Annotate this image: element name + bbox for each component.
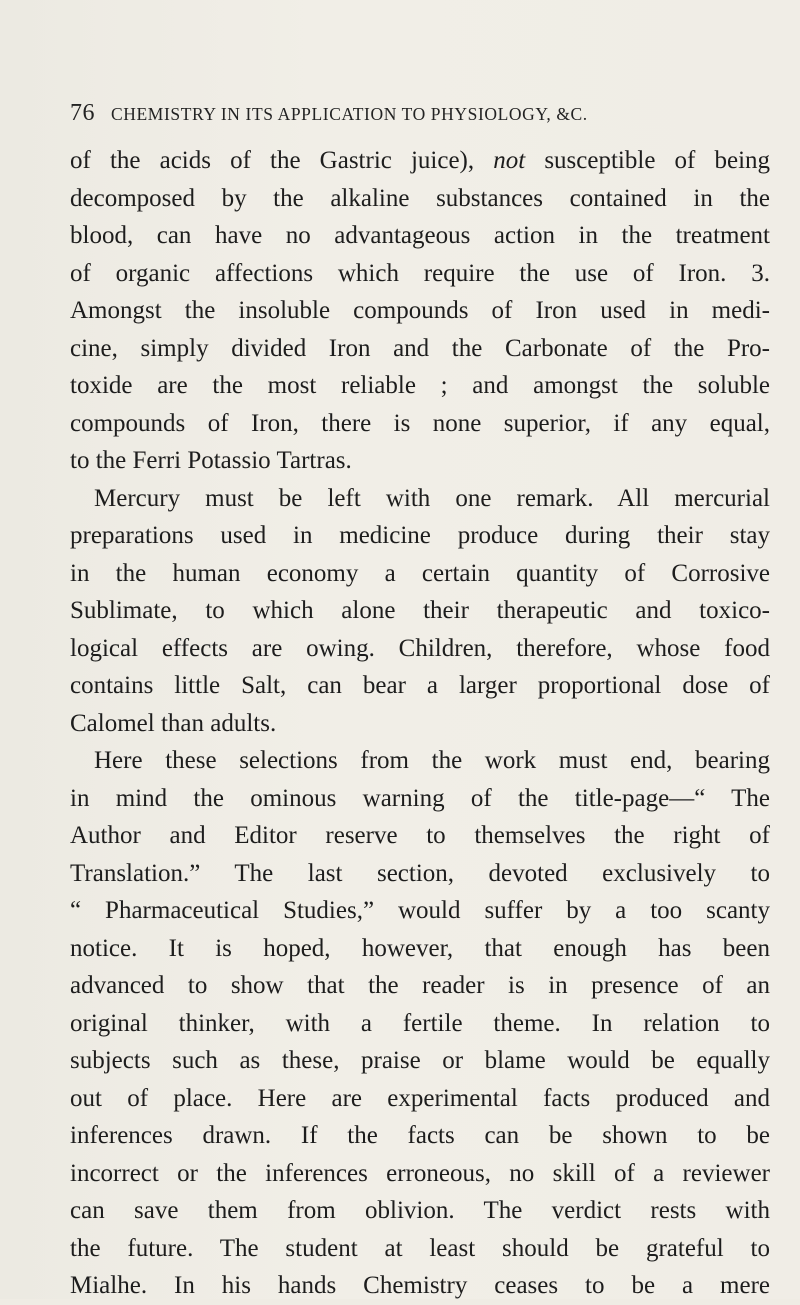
text-line: [70, 630, 770, 668]
text-line: [70, 292, 770, 330]
text-segment: “ Pharmaceutical Studies,” would suffer by a too scanty: [70, 897, 770, 924]
text-line: [70, 1117, 770, 1155]
text-segment: Here these selections from the work must end, bearing: [94, 747, 770, 774]
text-line: [70, 517, 770, 555]
page-number: 76: [70, 100, 95, 126]
text-line: [70, 180, 770, 218]
text-line: [70, 817, 770, 855]
paragraph: [70, 142, 770, 480]
text-segment: can save them from oblivion. The verdict rests with: [70, 1197, 770, 1224]
text-segment: blood, can have no advantageous action in the treatment: [70, 222, 770, 249]
text-line: [70, 142, 770, 180]
text-segment: in mind the ominous warning of the title-page—“ The: [70, 784, 770, 812]
text-line: [70, 592, 770, 630]
text-line: [70, 255, 770, 293]
text-line: [70, 930, 770, 968]
text-line: [70, 892, 770, 930]
text-segment: Mialhe. In his hands Chemistry ceases to be a mere: [70, 1272, 770, 1299]
text-line: [70, 780, 770, 818]
text-line: [70, 1080, 770, 1118]
text-line: [70, 1192, 770, 1230]
text-segment: Sublimate, to which alone their therapeutic and toxico-: [70, 597, 770, 624]
text-line: [70, 1155, 770, 1193]
text-segment: of the acids of the Gastric juice),: [70, 147, 494, 174]
text-segment: incorrect or the inferences erroneous, no skill of a reviewer: [70, 1159, 770, 1187]
text-segment: in the human economy a certain quantity of Corrosive: [70, 559, 770, 587]
text-segment: Author and Editor reserve to themselves the right of: [70, 822, 770, 849]
paragraph: [70, 480, 770, 743]
text-line: [70, 742, 770, 780]
text-segment: to the Ferri Potassio Tartras.: [70, 447, 352, 474]
text-line: [70, 442, 770, 480]
text-segment: compounds of Iron, there is none superior, if any equal,: [70, 409, 770, 437]
text-line: [70, 555, 770, 593]
text-line: [70, 480, 770, 518]
text-line: [70, 367, 770, 405]
text-segment: Mercury must be left with one remark. All mercurial: [94, 484, 770, 512]
text-line: [70, 217, 770, 255]
text-segment: notice. It is hoped, however, that enough has been: [70, 934, 770, 962]
text-line: [70, 967, 770, 1005]
running-head: [70, 100, 760, 127]
text-segment: of organic affections which require the use of Iron. 3.: [70, 259, 770, 287]
text-segment: cine, simply divided Iron and the Carbonate of the Pro-: [70, 334, 770, 362]
text-line: [70, 705, 770, 743]
text-segment: susceptible of being: [525, 147, 771, 174]
text-segment: preparations used in medicine produce during their stay: [70, 522, 770, 549]
text-segment: out of place. Here are experimental facts produced and: [70, 1084, 770, 1112]
text-line: [70, 1005, 770, 1043]
text-segment: inferences drawn. If the facts can be shown to be: [70, 1122, 770, 1149]
text-segment: Translation.” The last section, devoted exclusively to: [70, 859, 770, 887]
text-line: [70, 330, 770, 368]
text-segment: the future. The student at least should be grateful to: [70, 1234, 770, 1262]
running-title: CHEMISTRY IN ITS APPLICATION TO PHYSIOLOGY, &C.: [111, 104, 588, 124]
text-segment: Amongst the insoluble compounds of Iron used in medi-: [70, 297, 770, 324]
emphasized-word: not: [493, 147, 526, 174]
body-text: [70, 142, 770, 1305]
text-segment: decomposed by the alkaline substances contained in the: [70, 184, 770, 212]
text-line: [70, 855, 770, 893]
text-line: [70, 1042, 770, 1080]
text-segment: original thinker, with a fertile theme. In relation to: [70, 1009, 770, 1037]
text-segment: logical effects are owing. Children, therefore, whose food: [70, 634, 770, 662]
paragraph: [70, 742, 770, 1305]
text-segment: advanced to show that the reader is in presence of an: [70, 972, 770, 999]
text-segment: contains little Salt, can bear a larger proportional dose of: [70, 672, 770, 699]
text-line: [70, 667, 770, 705]
text-line: [70, 405, 770, 443]
text-segment: Calomel than adults.: [70, 709, 277, 737]
text-segment: subjects such as these, praise or blame would be equally: [70, 1047, 770, 1074]
text-segment: toxide are the most reliable ; and amongst the soluble: [70, 372, 770, 399]
text-line: [70, 1230, 770, 1268]
